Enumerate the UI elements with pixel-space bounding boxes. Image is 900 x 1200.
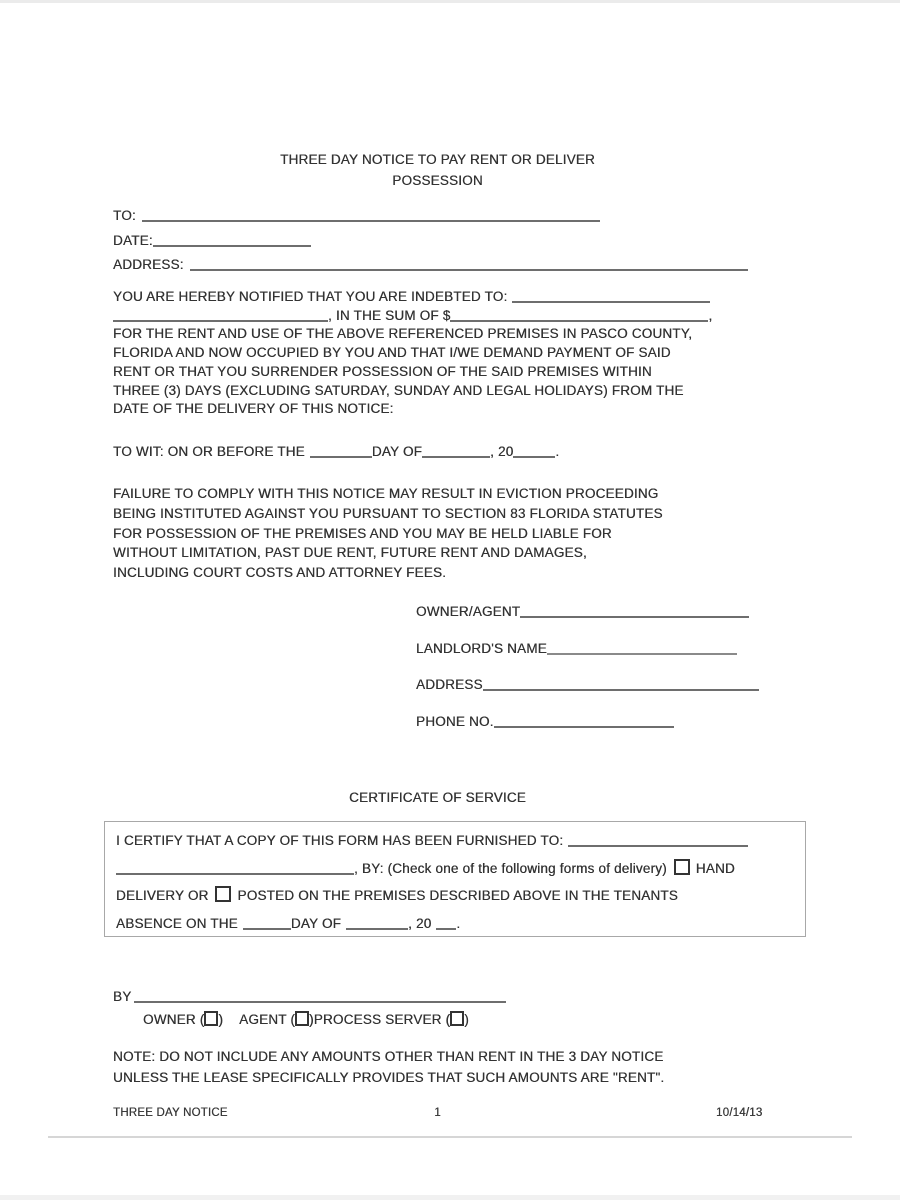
address-label: ADDRESS: (113, 257, 184, 272)
owner-agent-blank-line (520, 614, 749, 618)
failure-line: FOR POSSESSION OF THE PREMISES AND YOU MAY BE HELD LIABLE FOR (113, 525, 612, 541)
failure-line: INCLUDING COURT COSTS AND ATTORNEY FEES. (113, 565, 447, 581)
owner-checkbox (204, 1011, 218, 1026)
owner-agent-label: OWNER/AGENT (416, 604, 521, 619)
day-blank-line (310, 454, 372, 458)
notice-line (113, 307, 712, 326)
furnished-to-blank-line (568, 843, 748, 847)
notice-line: FLORIDA AND NOW OCCUPIED BY YOU AND THAT I/WE DEMAND PAYMENT OF SAID (113, 345, 671, 361)
landlord-address-label: ADDRESS (416, 677, 483, 692)
form-title-line1: THREE DAY NOTICE TO PAY RENT OR DELIVER (280, 152, 595, 167)
certificate-line (116, 882, 794, 910)
certificate-line (116, 910, 794, 938)
certificate-heading: CERTIFICATE OF SERVICE (349, 790, 526, 805)
footer-rule (48, 1136, 852, 1138)
notice-line: RENT OR THAT YOU SURRENDER POSSESSION OF THE SAID PREMISES WITHIN (113, 363, 652, 379)
date-label: DATE: (113, 233, 153, 248)
note-paragraph (113, 1046, 664, 1088)
phone-label: PHONE NO. (416, 714, 494, 729)
blank-line (116, 871, 354, 875)
landlord-name-field (416, 641, 737, 656)
to-wit-line (113, 444, 559, 459)
landlord-address-field (416, 677, 759, 692)
process-server-role-label: )PROCESS SERVER ( (309, 1012, 451, 1027)
process-server-checkbox (450, 1011, 464, 1026)
certificate-text: HAND (695, 860, 735, 876)
owner-role-label: OWNER ( (143, 1012, 205, 1027)
certificate-text: I CERTIFY THAT A COPY OF THIS FORM HAS BEEN FURNISHED TO: (116, 833, 564, 848)
landlord-name-blank-line (547, 651, 737, 655)
posted-checkbox (215, 886, 231, 902)
footer-date: 10/14/13 (716, 1107, 763, 1119)
failure-line: FAILURE TO COMPLY WITH THIS NOTICE MAY RESULT IN EVICTION PROCEEDING (113, 486, 659, 501)
certificate-text: , 20 (408, 915, 432, 931)
note-line: UNLESS THE LEASE SPECIFICALLY PROVIDES THAT SUCH AMOUNTS ARE "RENT". (113, 1070, 665, 1085)
year-blank-line (513, 454, 555, 458)
to-wit-text: TO WIT: ON OR BEFORE THE (113, 444, 305, 459)
certificate-text: POSTED ON THE PREMISES DESCRIBED ABOVE IN THE TENANTS (237, 888, 678, 903)
phone-blank-line (494, 724, 674, 728)
landlord-name-label: LANDLORD'S NAME (416, 641, 547, 656)
date-blank-line (153, 243, 311, 247)
notice-text: , IN THE SUM OF $ (328, 307, 451, 323)
certificate-line (116, 855, 794, 883)
blank-line (512, 299, 710, 303)
notice-line: FOR THE RENT AND USE OF THE ABOVE REFERENCED PREMISES IN PASCO COUNTY, (113, 326, 693, 342)
failure-line: BEING INSTITUTED AGAINST YOU PURSUANT TO SECTION 83 FLORIDA STATUTES (113, 505, 663, 521)
failure-paragraph (113, 484, 663, 583)
to-label: TO: (113, 208, 136, 223)
page-top-edge (0, 0, 900, 3)
to-wit-text: , 20 (490, 444, 514, 459)
served-by-roles (143, 1011, 469, 1027)
notice-text: YOU ARE HEREBY NOTIFIED THAT YOU ARE INDEBTED TO: (113, 289, 508, 304)
footer-doc-name: THREE DAY NOTICE (113, 1107, 228, 1119)
day-blank-line (243, 926, 291, 930)
year-blank-line (436, 926, 456, 930)
month-blank-line (422, 454, 490, 458)
owner-role-label: ) (218, 1012, 224, 1027)
address-blank-line (190, 267, 748, 271)
blank-line (113, 318, 328, 322)
to-wit-text: DAY OF (371, 444, 423, 459)
notice-line (113, 288, 712, 307)
certificate-text: DAY OF (290, 915, 342, 931)
to-blank-line (142, 218, 600, 222)
by-label: BY (113, 989, 132, 1004)
month-blank-line (346, 926, 408, 930)
form-title-line2: POSSESSION (392, 173, 483, 188)
agent-role-label: AGENT ( (239, 1012, 296, 1027)
footer-page-number: 1 (434, 1107, 441, 1119)
agent-checkbox (295, 1011, 309, 1026)
certificate-text: ABSENCE ON THE (116, 915, 238, 931)
notice-line: THREE (3) DAYS (EXCLUDING SATURDAY, SUNDAY AND LEGAL HOLIDAYS) FROM THE (113, 382, 684, 398)
notice-text: , (708, 307, 713, 323)
certificate-line (116, 827, 794, 855)
certificate-text: , BY: (Check one of the following forms of delivery) (354, 860, 667, 876)
landlord-address-blank-line (483, 687, 759, 691)
certificate-text: DELIVERY OR (116, 888, 209, 903)
certificate-box (104, 821, 806, 937)
notice-line: DATE OF THE DELIVERY OF THIS NOTICE: (113, 401, 394, 417)
hand-delivery-checkbox (674, 859, 690, 875)
by-blank-line (134, 999, 506, 1003)
process-server-role-label: ) (464, 1012, 469, 1027)
certificate-text: . (456, 915, 461, 931)
blank-line (450, 318, 708, 322)
date-field (113, 233, 311, 248)
page-bottom-edge (0, 1195, 900, 1200)
by-field (113, 989, 506, 1004)
note-line: NOTE: DO NOT INCLUDE ANY AMOUNTS OTHER THAN RENT IN THE 3 DAY NOTICE (113, 1049, 664, 1064)
failure-line: WITHOUT LIMITATION, PAST DUE RENT, FUTURE RENT AND DAMAGES, (113, 545, 587, 561)
notice-paragraph (113, 288, 712, 419)
to-wit-text: . (555, 444, 560, 459)
address-field (113, 257, 748, 272)
owner-agent-field (416, 604, 749, 619)
phone-field (416, 714, 674, 729)
to-field (113, 208, 600, 223)
